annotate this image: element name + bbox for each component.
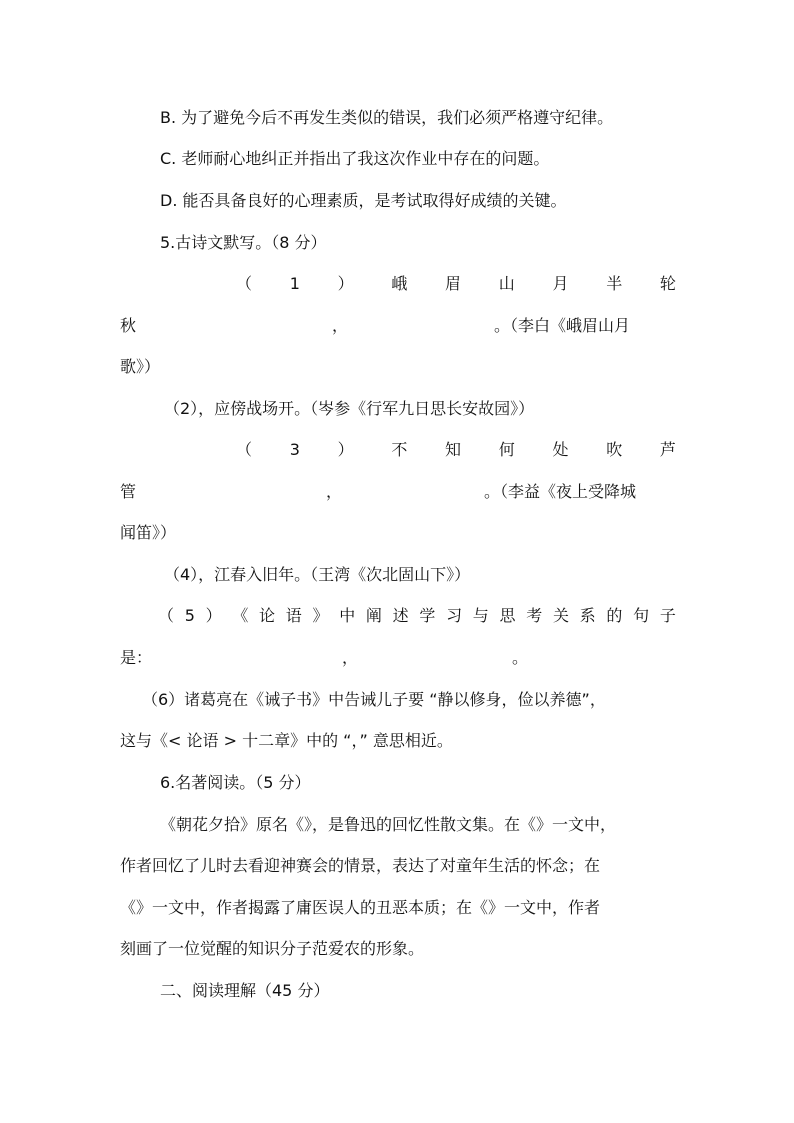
q5-5-char: 阐 <box>365 606 382 625</box>
q5-5-char: 论 <box>259 606 276 625</box>
q5-5-end: 。 <box>512 648 529 667</box>
q5-3-char: ） <box>337 440 354 459</box>
q5-1-char: ） <box>337 274 354 293</box>
q5-3-source-wrap: 闻笛》） <box>120 523 177 542</box>
q5-3-char: 芦 <box>659 440 676 459</box>
q5-1-comma: ， <box>332 316 349 335</box>
q5-5-char: 关 <box>552 606 569 625</box>
q6-paragraph-line: 《》一文中，作者揭露了庸医误人的丑恶本质；在《》一文中，作者 <box>120 898 601 917</box>
q5-1-char: 半 <box>606 274 623 293</box>
q5-3-comma: ， <box>326 482 343 501</box>
q5-3-blank-start: 管 <box>120 482 137 501</box>
q5-1-source: 。（李白《峨眉山月 <box>494 316 631 335</box>
q5-3-char: 3 <box>289 440 300 459</box>
q5-5-char: 系 <box>579 606 596 625</box>
q5-5-char: 《 <box>232 606 249 625</box>
q5-5-char: 思 <box>499 606 516 625</box>
q5-1-char: 山 <box>498 274 515 293</box>
q5-5-char: 句 <box>633 606 650 625</box>
q5-5-char: 习 <box>446 606 463 625</box>
q5-1-char: 峨 <box>391 274 408 293</box>
option-c: C. 老师耐心地纠正并指出了我这次作业中存在的问题。 <box>160 149 550 168</box>
q5-2: （2），应傍战场开。（岑参《行军九日思长安故园》） <box>164 399 535 418</box>
q6-paragraph-line: 刻画了一位觉醒的知识分子范爱农的形象。 <box>120 939 425 958</box>
question-6-title: 6.名著阅读。（5 分） <box>160 773 311 792</box>
q5-3-char: （ <box>236 440 253 459</box>
q5-6-line1: （6）诸葛亮在《诫子书》中告诫儿子要 “静以修身，俭以养德”， <box>142 690 606 709</box>
q5-5-comma: ， <box>342 648 359 667</box>
q5-5-char: 述 <box>392 606 409 625</box>
q5-5-char: 5 <box>184 606 195 625</box>
q6-paragraph-line: 作者回忆了儿时去看迎神赛会的情景，表达了对童年生活的怀念；在 <box>120 856 601 875</box>
question-5-title: 5.古诗文默写。（8 分） <box>160 233 327 252</box>
q5-1-char: 眉 <box>445 274 462 293</box>
q5-5-char: 与 <box>472 606 489 625</box>
q5-1-source-wrap: 歌》） <box>120 357 161 376</box>
q5-5-char: （ <box>158 606 175 625</box>
q5-5-char: 考 <box>526 606 543 625</box>
q5-5-head <box>158 605 676 627</box>
q5-5-char: 》 <box>312 606 329 625</box>
q5-3-head <box>236 439 676 461</box>
q5-1-char: 1 <box>289 274 300 293</box>
q5-3-char: 吹 <box>606 440 623 459</box>
q5-6-line2: 这与《< 论语 > 十二章》中的 “，” 意思相近。 <box>120 731 453 750</box>
q5-5-char: 子 <box>659 606 676 625</box>
q5-5-char: 中 <box>339 606 356 625</box>
q5-1-head <box>236 273 676 295</box>
q6-paragraph-line: 《朝花夕拾》原名《》，是鲁迅的回忆性散文集。在《》一文中， <box>160 815 617 834</box>
q5-1-char: （ <box>236 274 253 293</box>
q5-1-char: 轮 <box>659 274 676 293</box>
q5-5-char: ） <box>205 606 222 625</box>
q5-5-blank-start: 是： <box>120 648 153 667</box>
q5-4: （4），江春入旧年。（王湾《次北固山下》） <box>164 565 471 584</box>
q5-3-char: 处 <box>552 440 569 459</box>
q5-1-blank-start: 秋 <box>120 316 137 335</box>
option-d: D. 能否具备良好的心理素质，是考试取得好成绩的关键。 <box>160 191 567 210</box>
option-b: B. 为了避免今后不再发生类似的错误，我们必须严格遵守纪律。 <box>160 108 614 127</box>
q5-1-char: 月 <box>552 274 569 293</box>
section-2-heading: 二、阅读理解（45 分） <box>160 981 330 1000</box>
q5-3-char: 不 <box>391 440 408 459</box>
q5-5-char: 学 <box>419 606 436 625</box>
q5-3-char: 何 <box>498 440 515 459</box>
q5-5-char: 语 <box>285 606 302 625</box>
q5-3-char: 知 <box>445 440 462 459</box>
q5-5-char: 的 <box>606 606 623 625</box>
q5-3-source: 。（李益《夜上受降城 <box>484 482 637 501</box>
